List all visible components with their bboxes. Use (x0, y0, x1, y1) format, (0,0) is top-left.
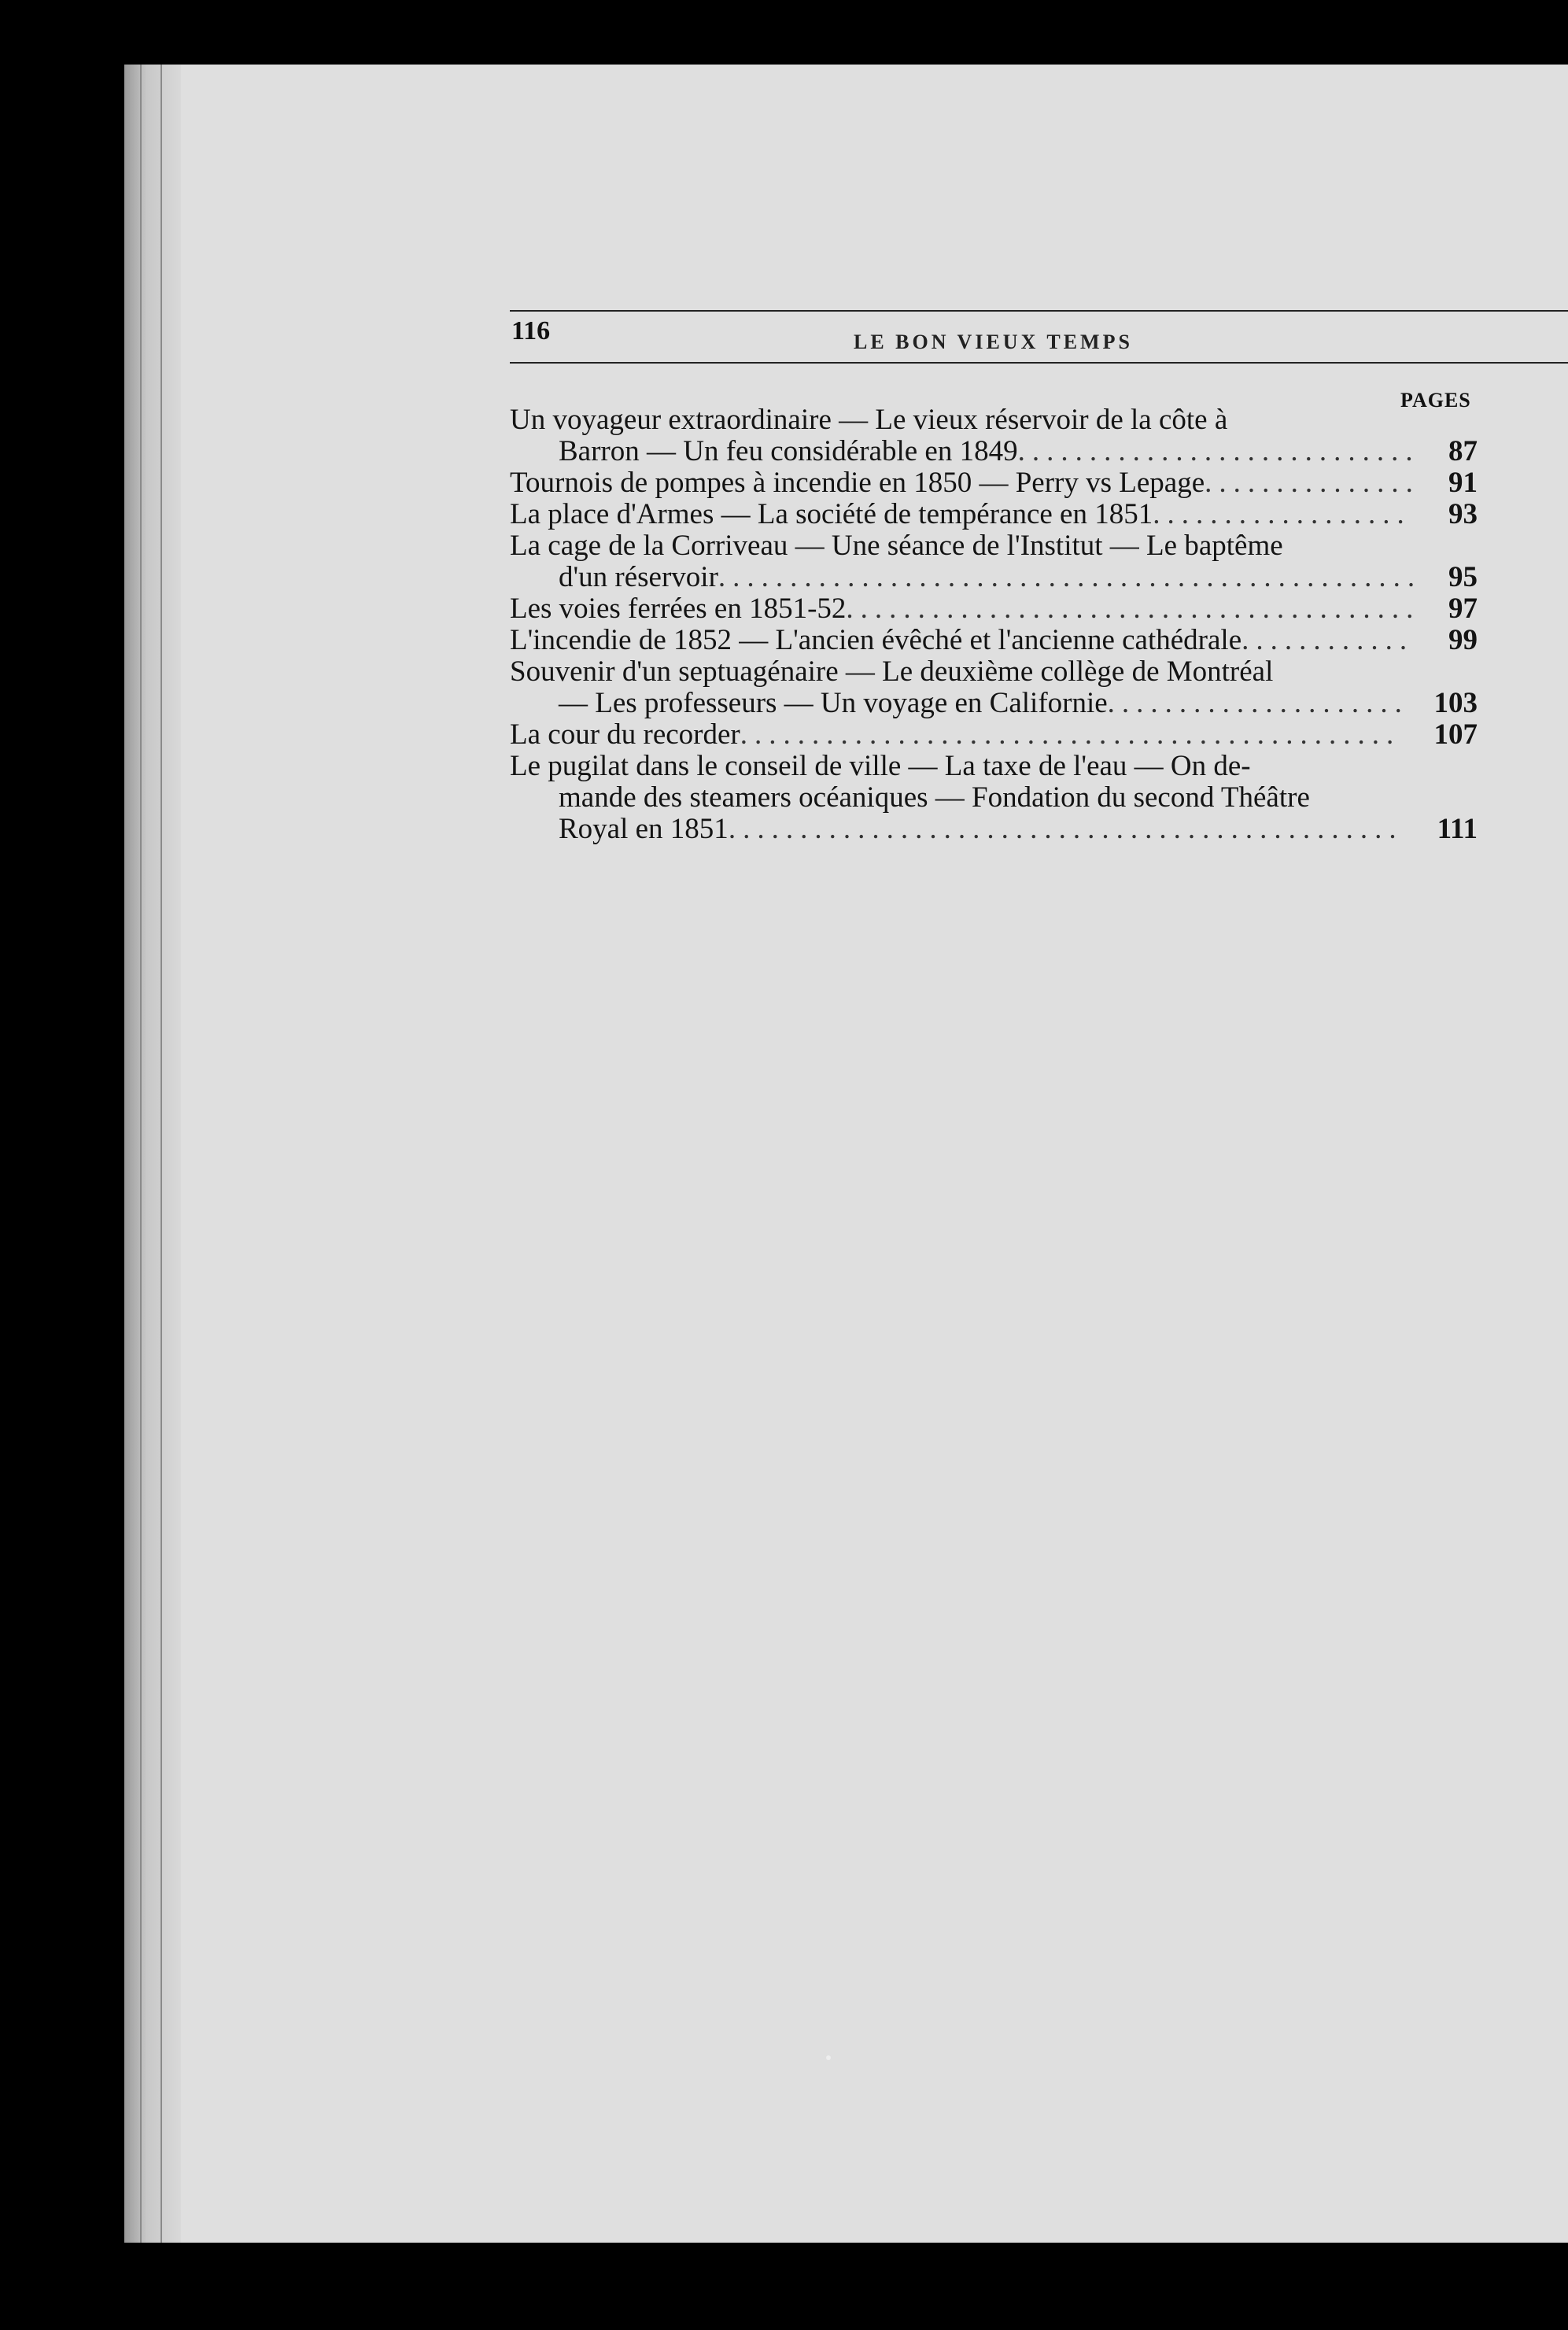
toc-entry-text: La place d'Armes — La société de tempérance en 1851 (510, 498, 1153, 530)
dot-leader: ............... (1205, 467, 1420, 499)
toc-page-number: 95 (1448, 561, 1478, 593)
toc-page-number: 107 (1433, 718, 1478, 751)
toc-entry-text: Barron — Un feu considérable en 1849 (559, 435, 1018, 467)
binding-line (160, 65, 162, 2243)
dot-leader: ........................................ (846, 593, 1421, 625)
toc-entry-text: mande des steamers océaniques — Fondation du second Théâtre (559, 781, 1310, 814)
toc-page-number: 91 (1448, 467, 1478, 499)
toc-entry-line (510, 751, 1478, 782)
toc-entry (510, 656, 1478, 719)
toc-entry-line (510, 656, 1478, 688)
dot-leader: ................................................. (718, 561, 1422, 593)
toc-entry-text: La cour du recorder (510, 718, 740, 751)
toc-entry-text: Un voyageur extraordinaire — Le vieux réservoir de la côte à (510, 404, 1228, 436)
toc-page-number: 97 (1448, 593, 1478, 625)
toc-entry (510, 751, 1478, 845)
toc-entry (510, 404, 1478, 467)
toc-entry (510, 499, 1478, 530)
dot-leader: ............................ (1017, 435, 1420, 467)
dot-leader: ............................................... (728, 813, 1404, 845)
toc-entry-line (510, 467, 1478, 499)
toc-entry-text: d'un réservoir (559, 561, 718, 593)
toc-page-number: 103 (1433, 687, 1478, 719)
toc-page-number: 99 (1448, 624, 1478, 656)
table-of-contents (510, 404, 1478, 845)
toc-entry (510, 625, 1478, 656)
dot-leader: ............ (1241, 624, 1415, 656)
toc-entry-line (510, 625, 1478, 656)
running-title: LE BON VIEUX TEMPS (854, 330, 1133, 353)
toc-entry-line (510, 530, 1478, 562)
toc-entry (510, 530, 1478, 593)
toc-entry-line (510, 782, 1478, 814)
toc-entry-line (510, 593, 1478, 625)
toc-entry-line (510, 814, 1478, 845)
header-rule-top (510, 310, 1568, 312)
toc-entry (510, 593, 1478, 625)
toc-page-number: 87 (1448, 435, 1478, 467)
scan-speck (826, 2055, 831, 2060)
toc-entry-line (510, 562, 1478, 593)
toc-entry (510, 719, 1478, 751)
toc-page-number: 111 (1437, 813, 1478, 845)
dot-leader: .............................................. (740, 718, 1401, 751)
toc-entry-text: La cage de la Corriveau — Une séance de l'Institut — Le baptême (510, 530, 1283, 562)
toc-entry-line (510, 436, 1478, 467)
page-number: 116 (511, 316, 551, 345)
toc-entry-line (510, 404, 1478, 436)
toc-entry-text: Le pugilat dans le conseil de ville — La taxe de l'eau — On de- (510, 750, 1251, 782)
toc-entry-line (510, 719, 1478, 751)
page-binding (124, 65, 181, 2243)
toc-entry-text: — Les professeurs — Un voyage en Californie (559, 687, 1108, 719)
header-rule-bottom (510, 362, 1568, 364)
pages-column-label: PAGES (1400, 389, 1471, 412)
toc-entry-text: Les voies ferrées en 1851-52 (510, 593, 847, 625)
toc-entry (510, 467, 1478, 499)
dot-leader: ..................... (1107, 687, 1409, 719)
toc-entry-line (510, 688, 1478, 719)
toc-entry-text: Tournois de pompes à incendie en 1850 — Perry vs Lepage (510, 467, 1205, 499)
dot-leader: .................. (1153, 498, 1411, 530)
toc-entry-line (510, 499, 1478, 530)
binding-line (140, 65, 142, 2243)
toc-entry-text: Royal en 1851 (559, 813, 729, 845)
toc-entry-text: L'incendie de 1852 — L'ancien évêché et l'ancienne cathédrale (510, 624, 1242, 656)
toc-page-number: 93 (1448, 498, 1478, 530)
toc-entry-text: Souvenir d'un septuagénaire — Le deuxième collège de Montréal (510, 655, 1274, 688)
scanned-page (124, 65, 1568, 2243)
